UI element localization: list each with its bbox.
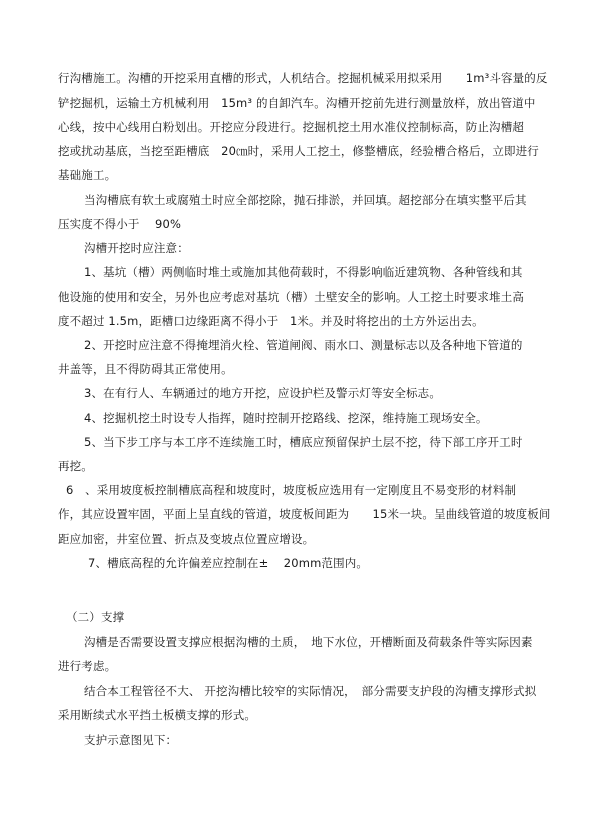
list-item-line: 7、槽底高程的允许偏差应控制在± 20mm范围内。 — [88, 556, 369, 570]
list-item-line: 距应加密，井室位置、折点及变坡点位置应增设。 — [58, 532, 315, 546]
list-item-line: 6 、采用坡度板控制槽底高程和坡度时，坡度板应选用有一定刚度且不易变形的材料制 — [66, 483, 517, 497]
paragraph-line: 支护示意图见下： — [84, 733, 178, 747]
paragraph-line: 沟槽开挖时应注意： — [84, 241, 189, 255]
paragraph-line: 基础施工。 — [58, 168, 117, 182]
paragraph-line: 铲挖掘机，运输土方机械利用 15m³ 的自卸汽车。沟槽开挖前先进行测量放样，放出管道中 — [58, 96, 536, 110]
list-item-line: 2、开挖时应注意不得掩埋消火栓、管道闸阀、雨水口、测量标志以及各种地下管道的 — [84, 338, 523, 352]
list-item-line: 他设施的使用和安全，另外也应考虑对基坑（槽）土壁安全的影响。人工挖土时要求堆土高 — [58, 290, 524, 304]
paragraph-line: 采用断续式水平挡土板横支撑的形式。 — [58, 708, 257, 722]
list-item-line: 5、当下步工序与本工序不连续施工时，槽底应预留保护土层不挖，待下部工序开工时 — [84, 435, 523, 449]
paragraph-line: 沟槽是否需要设置支撑应根据沟槽的土质， 地下水位，开槽断面及荷载条件等实际因素 — [84, 635, 533, 649]
paragraph-line: 结合本工程管径不大、 开挖沟槽比较窄的实际情况， 部分需要支护段的沟槽支撑形式拟 — [84, 684, 537, 698]
list-item-line: 4、挖掘机挖土时设专人指挥，随时控制开挖路线、挖深，维持施工现场安全。 — [84, 411, 488, 425]
list-item-line: 井盖等，且不得防碍其正常使用。 — [58, 362, 233, 376]
list-item-line: 3、在有行人、车辆通过的地方开挖，应设护栏及警示灯等安全标志。 — [84, 386, 441, 400]
paragraph-line: 当沟槽底有软土或腐殖土时应全部挖除，抛石排淤，并回填。超挖部分在填实整平后其 — [84, 193, 527, 207]
paragraph-line: 心线，按中心线用白粉划出。开挖应分段进行。挖掘机挖土用水准仪控制标高，防止沟槽超 — [58, 120, 524, 134]
list-item-line: 1、基坑（槽）两侧临时堆土或施加其他荷载时，不得影响临近建筑物、各种管线和其 — [84, 265, 523, 279]
section-heading: （二）支撑 — [66, 610, 125, 624]
list-item-line: 作，其应设置牢固，平面上呈直线的管道，坡度板间距为 15米一块。呈曲线管道的坡度板间 — [58, 507, 551, 521]
list-item-line: 再挖。 — [58, 459, 93, 473]
paragraph-line: 进行考虑。 — [58, 659, 117, 673]
paragraph-line: 行沟槽施工。沟槽的开挖采用直槽的形式，人机结合。挖掘机械采用拟采用 1m³斗容量的反 — [58, 71, 548, 85]
paragraph-line: 挖或扰动基底，当挖至距槽底 20㎝时，采用人工挖土，修整槽底，经验槽合格后，立即进行 — [58, 144, 539, 158]
list-item-line: 度不超过 1.5m，距槽口边缘距离不得小于 1米。并及时将挖出的土方外运出去。 — [58, 314, 484, 328]
paragraph-line: 压实度不得小于 90% — [58, 217, 182, 231]
